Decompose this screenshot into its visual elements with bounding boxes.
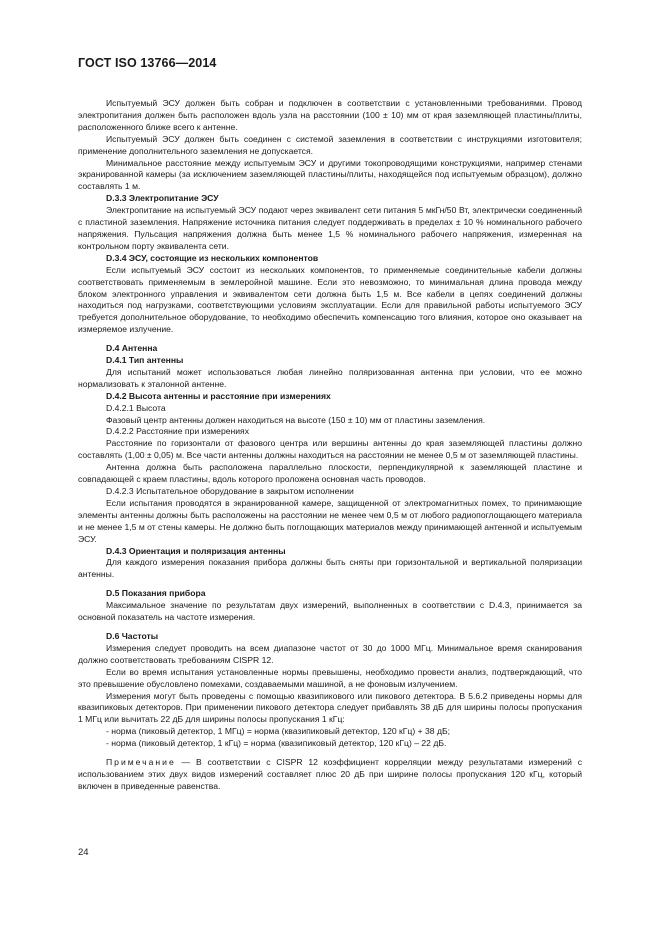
paragraph: Если испытания проводятся в экранированной камере, защищенной от электромагнитных помех, то принимающие элементы антенны должны быть расположены на расстоянии не менее чем 0,5 м от любого радиопоглощающего материала и не менее 1,5 м от стены камеры. Не должно быть поглощающих материалов между принимающей антенной и испытуемым ЭСУ. — [78, 497, 583, 544]
paragraph: Измерения могут быть проведены с помощью квазипикового или пикового детектора. В 5.6.2 приведены нормы для квазипиковых детекторов. При применении пикового детектора следует прибавлять 38 дБ для ширины полосы пропускания 1 МГц или вычитать 22 дБ для ширины полосы пропускания 1 кГц: — [78, 690, 582, 725]
paragraph: Электропитание на испытуемый ЭСУ подают через эквивалент сети питания 5 мкГн/50 Вт, электрически соединенный с пластиной заземления. Напряжение источника питания следует поддерживать в пределах ± 10 % номинального рабочего напряжения. Пульсация напряжения должна быть менее 1,5 % номинального рабочего напряжения, измеренная на контрольном порту эквивалента сети. — [78, 205, 582, 251]
paragraph: Если испытуемый ЭСУ состоит из нескольких компонентов, то применяемые соединительные кабели должны соответствовать применяемым в землеройной машине. Если это невозможно, то минимальная длина провода между блоком электронного управления и эквивалентом сети должна быть 1,5 м. Все кабели в цепях соединений должны находиться под нагрузками, соответствующими условиям эксплуатации. Если для правильной работы испытуемого ЭСУ требуется дополнительное оборудование, то необходимо обеспечить компенсацию того влияния, которое оно оказывает на измеряемое излучение. — [78, 264, 582, 335]
paragraph: Расстояние по горизонтали от фазового центра или вершины антенны до края заземляющей пластины должно составлять (1,00 ± 0,05) м. Все части антенны должны находиться на расстоянии не менее 0,5 м от заземляющей пластины. — [78, 438, 582, 461]
section-heading-d6: D.6 Частоты — [106, 630, 159, 641]
section-heading-d5: D.5 Показания прибора — [106, 588, 206, 599]
document-header: ГОСТ ISO 13766—2014 — [78, 56, 217, 70]
section-heading-d33: D.3.3 Электропитание ЭСУ — [106, 193, 219, 204]
note-text: — В соответствии с CISPR 12 коэффициент корреляции между результатами измерений с использованием этих двух видов измерений составляет плюс 20 дБ при ширине полосы пропускания 120 кГц, который включен в приведенные равенства. — [78, 757, 582, 791]
page-number: 24 — [78, 847, 89, 858]
paragraph: Измерения следует проводить на всем диапазоне частот от 30 до 1000 МГц. Минимальное время сканирования должно соответствовать требованиям CISPR 12. — [78, 642, 582, 665]
note-label: Примечание — [106, 757, 176, 768]
list-item: - норма (пиковый детектор, 1 МГц) = норма (квазипиковый детектор, 120 кГц) + 38 дБ; — [106, 726, 451, 737]
paragraph: Если во время испытания установленные нормы превышены, необходимо провести анализ, подтверждающий, что это превышение обусловлено помехами, создаваемыми машиной, а не фоновым излучением. — [78, 666, 582, 689]
paragraph: Максимальное значение по результатам двух измерений, выполненных в соответствии с D.4.3, принимается за основной показатель на частоте измерения. — [78, 600, 582, 623]
section-heading-d43: D.4.3 Ориентация и поляризация антенны — [106, 545, 286, 556]
document-body — [78, 98, 582, 793]
paragraph: Для испытаний может использоваться любая линейно поляризованная антенна при условии, что ее можно нормализовать к эталонной антенне. — [78, 366, 582, 389]
paragraph: Испытуемый ЭСУ должен быть соединен с системой заземления в соответствии с инструкциями изготовителя; применение дополнительного заземления не допускается. — [78, 133, 582, 156]
subsection-heading-d423: D.4.2.3 Испытательное оборудование в закрытом исполнении — [106, 486, 354, 496]
subsection-heading-d421: D.4.2.1 Высота — [106, 402, 166, 413]
paragraph: Для каждого измерения показания прибора должны быть сняты при горизонтальной и вертикальной поляризации антенны. — [78, 557, 582, 580]
section-heading-d42: D.4.2 Высота антенны и расстояние при измерениях — [106, 390, 331, 401]
subsection-heading-d422: D.4.2.2 Расстояние при измерениях — [106, 426, 250, 437]
section-heading-d41: D.4.1 Тип антенны — [106, 355, 184, 366]
section-heading-d34: D.3.4 ЭСУ, состоящие из нескольких компонентов — [106, 252, 319, 263]
list-item: - норма (пиковый детектор, 1 кГц) = норма (квазипиковый детектор, 120 кГц) – 22 дБ. — [106, 738, 447, 749]
note-paragraph — [78, 757, 582, 793]
section-heading-d4: D.4 Антенна — [106, 343, 158, 354]
paragraph: Антенна должна быть расположена параллельно плоскости, перпендикулярной к заземляющей пластине и совпадающей с краем пластины, вдоль которого проложена основная часть проводов. — [78, 462, 582, 485]
paragraph: Минимальное расстояние между испытуемым ЭСУ и другими токопроводящими конструкциями, например стенами экранированной камеры (за исключением заземляющей пластины/плиты, находящейся под испытуемым образцом), должно составлять 1 м. — [78, 157, 582, 192]
paragraph: Фазовый центр антенны должен находиться на высоте (150 ± 10) мм от пластины заземления. — [106, 414, 486, 425]
paragraph: Испытуемый ЭСУ должен быть собран и подключен в соответствии с установленными требованиями. Провод электропитания должен быть расположен вдоль узла на расстоянии (100 ± 10) мм от края заземляющей пластины/плиты, расположенного ближе всего к антенне. — [78, 98, 582, 132]
